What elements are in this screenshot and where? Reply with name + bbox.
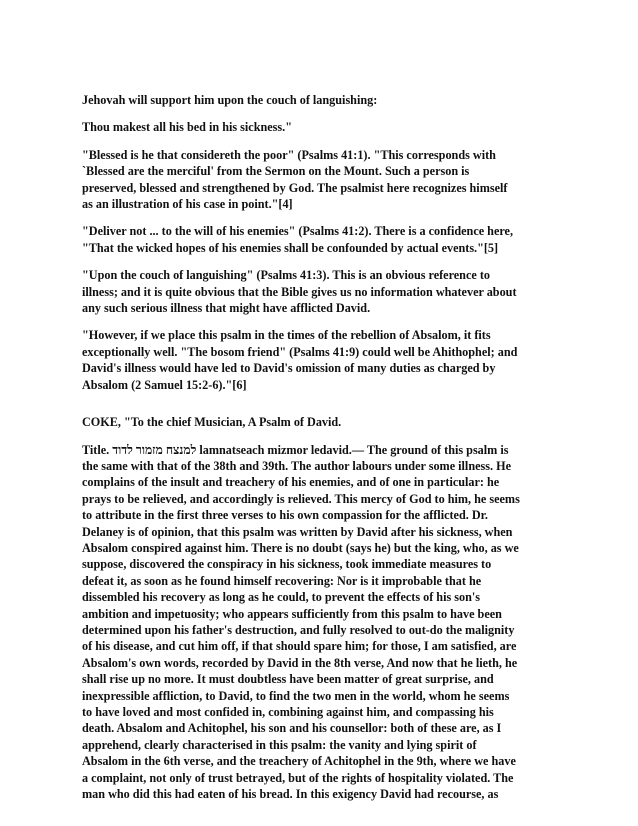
paragraph-title-commentary: Title. למנצח מזמור לדוד lamnatseach mizmor ledavid.— The ground of this psalm is the same with that of the 38th and 39th. The author labours under some illness. He complains of the insult and treachery of his enemies, and of one in particular: he prays to be relieved, and accordingly is relieved. This mercy of God to him, he seems to attribute in the first three verses to his own compassion for the afflicted. Dr. Delaney is of opinion, that this psalm was written by David after his sickness, when Absalom conspired against him. There is no doubt (says he) but the king, who, as we suppose, discovered the conspiracy in his sickness, took immediate measures to defeat it, as soon as he found himself recovering: Nor is it improbable that he dissembled his recovery as long as he could, to prevent the effects of his son's ambition and impetuosity; who appears sufficiently from this psalm to have been determined upon his father's destruction, and fully resolved to out-do the malignity of his disease, and cut him off, if that should spare him; for those, I am satisfied, are Absalom's own words, recorded by David in the 8th verse, And now that he lieth, he shall rise up no more. It must doubtless have been matter of great surprise, and inexpressible affliction, to David, to find the two men in the world, whom he seems to have loved and most confided in, combining against him, and compassing his death. Absalom and Achitophel, his son and his counsellor: both of these are, as I apprehend, clearly characterised in this psalm: the vanity and lying spirit of Absalom in the 6th verse, and the treachery of Achitophel in the 9th, where we have a complaint, not only of trust betrayed, but of the rights of hospitality violated. The man who did this had eaten of his bread. In this exigency David had recourse, as	[82, 442, 520, 802]
paragraph-deliver-not: "Deliver not ... to the will of his enemies" (Psalms 41:2). There is a confidence here, "That the wicked hopes of his enemies shall be confounded by actual events."[5]	[82, 224, 514, 255]
paragraph-blessed-considereth: "Blessed is he that considereth the poor" (Psalms 41:1). "This corresponds with `Blessed are the merciful' from the Sermon on the Mount. Such a person is preserved, blessed and strengthened by God. The psalmist here recognizes himself as an illustration of his case in point."[4]	[82, 147, 508, 212]
document-page	[82, 92, 560, 813]
paragraph-couch-of-languishing: "Upon the couch of languishing" (Psalms 41:3). This is an obvious reference to illness; and it is quite obvious that the Bible gives us no information whatever about any such serious illness that might have afflicted David.	[82, 268, 517, 316]
paragraph-psalm-verse-3a: Jehovah will support him upon the couch of languishing:	[82, 93, 378, 107]
paragraph-psalm-verse-3b: Thou makest all his bed in his sickness."	[82, 120, 292, 135]
paragraph-coke-heading: COKE, "To the chief Musician, A Psalm of David.	[82, 415, 342, 430]
paragraph-rebellion-of-absalom: "However, if we place this psalm in the times of the rebellion of Absalom, it fits exceptionally well. "The bosom friend" (Psalms 41:9) could well be Ahithophel; and David's illness would have led to David's omission of many duties as charged by Absalom (2 Samuel 15:2-6)."[6]	[82, 328, 518, 392]
